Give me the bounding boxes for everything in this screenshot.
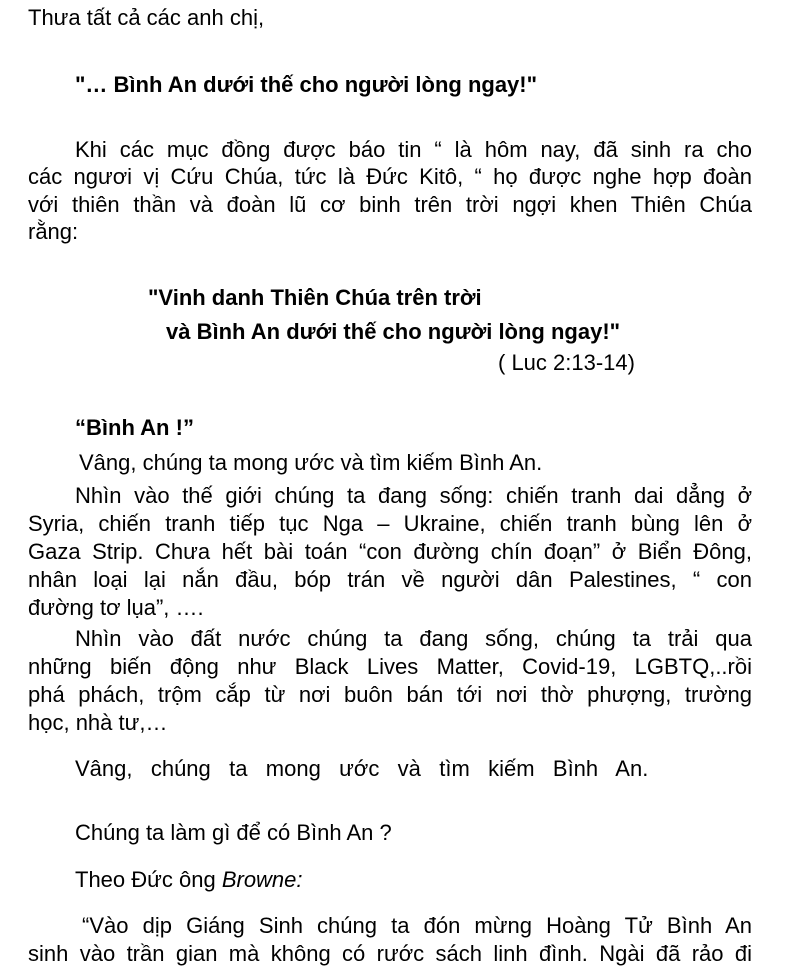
para8-line1: “Vào dịp Giáng Sinh chúng ta đón mừng Hoàng Tử Bình An (82, 913, 752, 938)
quote-line2: và Bình An dưới thế cho người lòng ngay!" (166, 319, 621, 344)
para3-line2: Syria, chiến tranh tiếp tục Nga – Ukraine, chiến tranh bùng lên ở (28, 511, 752, 536)
para3-line4: nhân loại lại nắn đầu, bóp trán về người dân Palestines, “ con (28, 567, 752, 592)
para4-line1: Nhìn vào đất nước chúng ta đang sống, chúng ta trải qua (75, 626, 752, 651)
para6: Chúng ta làm gì để có Bình An ? (75, 820, 392, 845)
para4-line2: những biến động như Black Lives Matter, Covid-19, LGBTQ,..rồi (28, 654, 752, 679)
quote-reference: ( Luc 2:13-14) (498, 350, 635, 375)
para3-line5: đường tơ lụa”, …. (28, 595, 204, 620)
para3-line1: Nhìn vào thế giới chúng ta đang sống: chiến tranh dai dẳng ở (75, 483, 752, 508)
para4-line4: học, nhà tư,… (28, 710, 168, 735)
peace-heading: “Bình An !” (75, 415, 194, 440)
para3-line3: Gaza Strip. Chưa hết bài toán “con đường chín đoạn” ở Biển Đông, (28, 539, 752, 564)
para7-name: Browne: (221, 867, 303, 892)
para4-line3: phá phách, trộm cắp từ nơi buôn bán tới nơi thờ phượng, trường (28, 682, 752, 707)
para5: Vâng, chúng ta mong ước và tìm kiếm Bình An. (75, 756, 649, 781)
greeting: Thưa tất cả các anh chị, (28, 5, 265, 30)
para1-line1: Khi các mục đồng được báo tin “ là hôm nay, đã sinh ra cho (75, 137, 752, 162)
para7 (75, 866, 303, 894)
para8-line2: sinh vào trần gian mà không có rước sách linh đình. Ngài đã rảo đi (28, 941, 752, 966)
heading: "… Bình An dưới thế cho người lòng ngay!" (75, 72, 538, 97)
para1-line4: rằng: (28, 219, 79, 244)
para1-line3: với thiên thần và đoàn lũ cơ binh trên trời ngợi khen Thiên Chúa (28, 192, 752, 217)
quote-line1: "Vinh danh Thiên Chúa trên trời (148, 285, 482, 310)
para2: Vâng, chúng ta mong ước và tìm kiếm Bình An. (79, 450, 543, 475)
para1-line2: các ngươi vị Cứu Chúa, tức là Đức Kitô, “ họ được nghe hợp đoàn (28, 164, 752, 189)
para7-prefix: Theo Đức ông (75, 867, 222, 892)
